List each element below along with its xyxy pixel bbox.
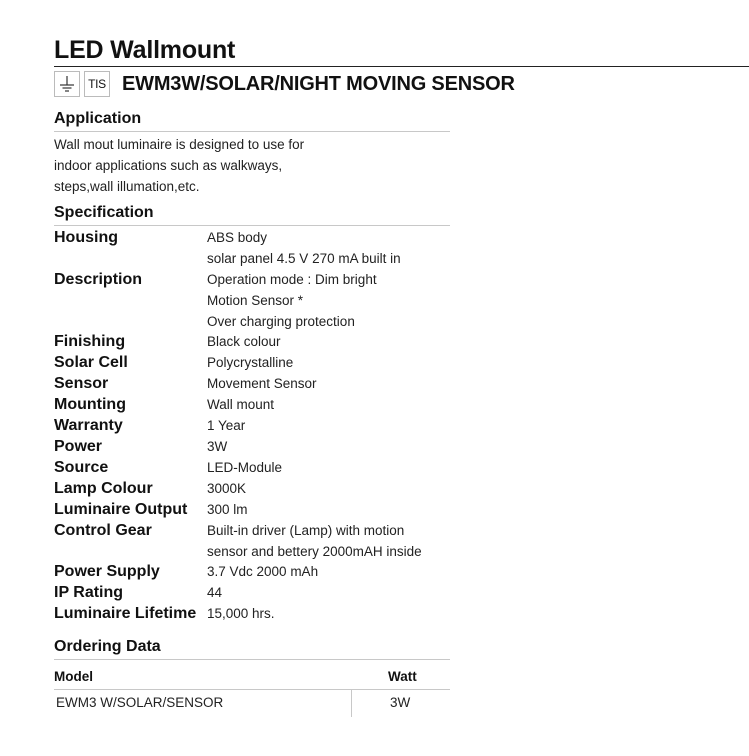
spec-values	[207, 332, 474, 353]
application-line: steps,wall illumation,etc.	[54, 179, 200, 194]
spec-label: IP Rating	[54, 584, 124, 602]
spec-value: Built-in driver (Lamp) with motion	[207, 522, 405, 538]
spec-values	[207, 416, 474, 437]
application-line: Wall mout luminaire is designed to use for	[54, 137, 305, 152]
spec-row	[54, 604, 474, 625]
application-heading: Application	[54, 110, 142, 127]
spec-row	[54, 458, 474, 479]
spec-row	[54, 395, 474, 416]
spec-row	[54, 521, 474, 563]
spec-value: Wall mount	[207, 397, 275, 413]
spec-label: Mounting	[54, 396, 126, 414]
spec-label: Sensor	[54, 375, 109, 393]
spec-label: Warranty	[54, 417, 123, 435]
spec-label: Lamp Colour	[54, 479, 153, 497]
ground-symbol-icon	[57, 74, 77, 94]
spec-value: Polycrystalline	[207, 355, 294, 371]
spec-label: Power	[54, 437, 103, 455]
tis-badge	[84, 71, 110, 97]
specification-heading: Specification	[54, 204, 154, 221]
model-cell: EWM3 W/SOLAR/SENSOR	[56, 695, 224, 710]
spec-values	[207, 562, 474, 583]
spec-value: Operation mode : Dim bright	[207, 271, 377, 287]
spec-row	[54, 583, 474, 604]
spec-row	[54, 374, 474, 395]
spec-values	[207, 270, 474, 333]
spec-label: Solar Cell	[54, 354, 128, 372]
spec-value: 1 Year	[207, 418, 246, 434]
watt-column-header: Watt	[388, 669, 417, 684]
spec-label: Luminaire Lifetime	[54, 605, 197, 623]
specification-table	[54, 228, 474, 625]
spec-row	[54, 479, 474, 500]
spec-values	[207, 458, 474, 479]
spec-values	[207, 395, 474, 416]
spec-values	[207, 353, 474, 374]
spec-value: Over charging protection	[207, 313, 355, 329]
spec-label: Source	[54, 458, 109, 476]
spec-row	[54, 437, 474, 458]
spec-value: 15,000 hrs.	[207, 606, 275, 622]
spec-label: Control Gear	[54, 521, 152, 539]
spec-values	[207, 604, 474, 625]
spec-row	[54, 500, 474, 521]
application-line: indoor applications such as walkways,	[54, 158, 283, 173]
spec-value: Motion Sensor *	[207, 292, 304, 308]
specification-rule	[54, 225, 450, 226]
spec-values	[207, 521, 474, 563]
spec-values	[207, 228, 474, 270]
spec-value: ABS body	[207, 230, 268, 245]
spec-value: 3000K	[207, 480, 247, 496]
spec-row	[54, 416, 474, 437]
spec-label: Power Supply	[54, 563, 160, 581]
spec-label: Finishing	[54, 333, 126, 351]
watt-cell: 3W	[390, 695, 411, 710]
ordering-heading: Ordering Data	[54, 638, 161, 655]
model-title: EWM3W/SOLAR/NIGHT MOVING SENSOR	[122, 73, 515, 95]
ground-badge	[54, 71, 80, 97]
certification-badges	[54, 71, 110, 97]
spec-values	[207, 583, 474, 604]
spec-label: Luminaire Output	[54, 500, 188, 518]
spec-label: Housing	[54, 229, 118, 246]
model-column-header: Model	[54, 669, 93, 684]
spec-row	[54, 332, 474, 353]
spec-label: Description	[54, 270, 143, 288]
application-rule	[54, 131, 450, 132]
spec-values	[207, 374, 474, 395]
spec-value: 300 lm	[207, 501, 248, 517]
spec-row	[54, 228, 474, 270]
spec-values	[207, 479, 474, 500]
page-title: LED Wallmount	[54, 36, 236, 64]
ordering-header-rule	[54, 689, 450, 690]
spec-value: Movement Sensor	[207, 376, 317, 392]
application-text	[54, 134, 354, 197]
tis-label: TIS	[88, 77, 106, 91]
spec-value: 3W	[207, 438, 228, 454]
spec-row	[54, 562, 474, 583]
spec-value: 44	[207, 585, 223, 601]
ordering-rule	[54, 659, 450, 660]
title-underline	[54, 66, 749, 67]
spec-row	[54, 270, 474, 333]
spec-value: solar panel 4.5 V 270 mA built in	[207, 250, 401, 266]
spec-row	[54, 353, 474, 374]
column-divider	[351, 690, 352, 717]
spec-value: LED-Module	[207, 459, 283, 475]
spec-value: Black colour	[207, 334, 281, 350]
spec-value: sensor and bettery 2000mAH inside	[207, 543, 422, 559]
spec-values	[207, 500, 474, 521]
spec-values	[207, 437, 474, 458]
spec-value: 3.7 Vdc 2000 mAh	[207, 564, 319, 580]
